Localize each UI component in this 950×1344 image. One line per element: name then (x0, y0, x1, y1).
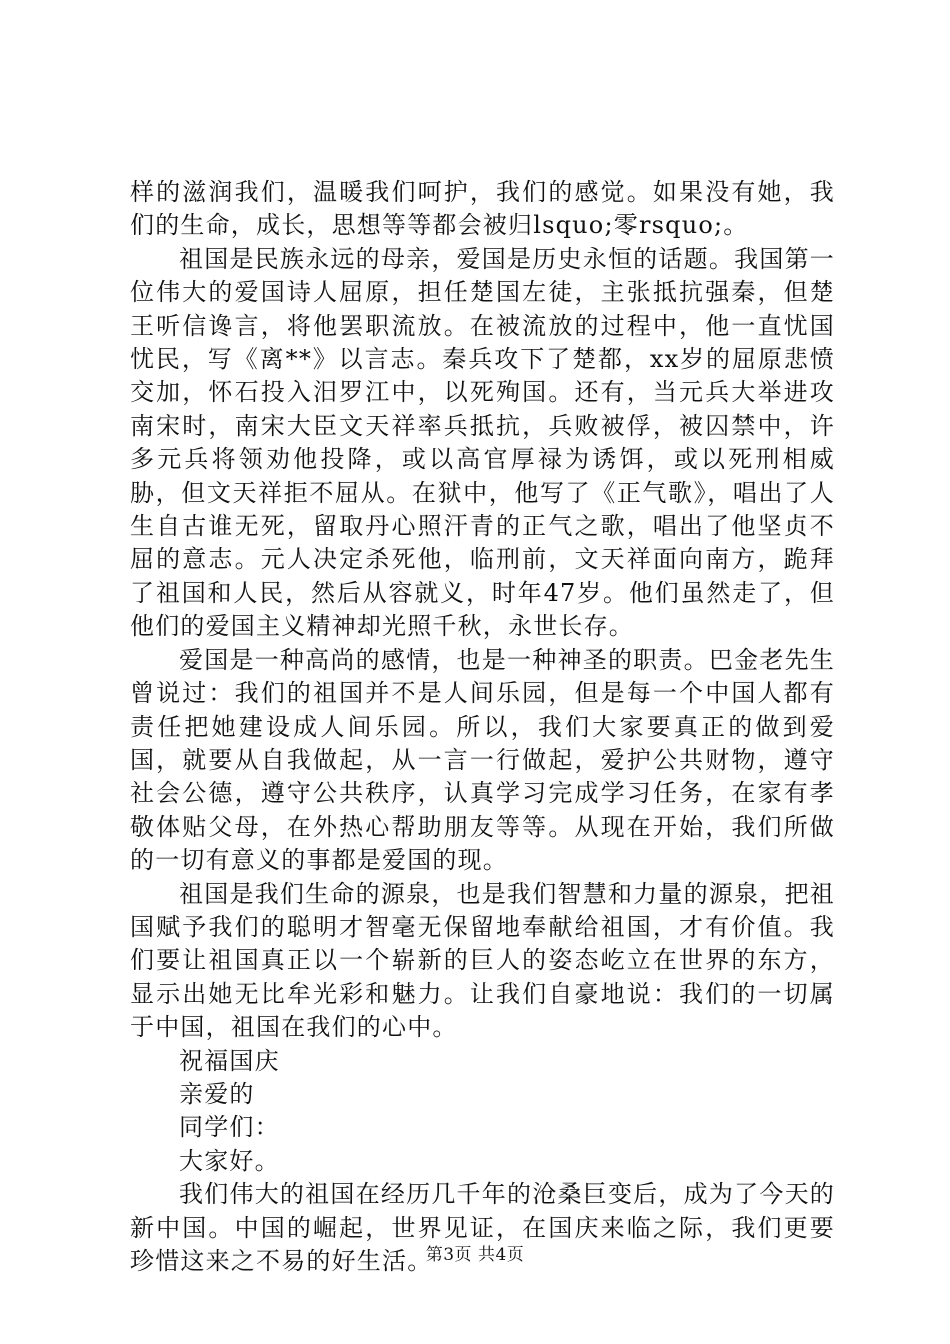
page-number-footer: 第3页 共4页 (425, 1245, 525, 1265)
document-body (130, 176, 835, 1278)
line-blessing-title: 祝福国庆 (179, 1046, 280, 1075)
line-greeting: 大家好。 (179, 1146, 280, 1175)
paragraph-patriotism-duty: 爱国是一种高尚的感情，也是一种神圣的职责。巴金老先生曾说过：我们的祖国并不是人间乐园，但是每一个中国人都有责任把她建设成人间乐园。所以，我们大家要真正的做到爱国，就要从自我做起，从一言一行做起，爱护公共财物，遵守社会公德，遵守公共秩序，认真学习完成学习任务，在家有孝敬体贴父母，在外热心帮助朋友等等。从现在开始，我们所做的一切有意义的事都是爱国的现。 (130, 645, 835, 875)
paragraph-motherland-source: 祖国是我们生命的源泉，也是我们智慧和力量的源泉，把祖国赋予我们的聪明才智毫无保留地奉献给祖国，才有价值。我们要让祖国真正以一个崭新的巨人的姿态屹立在世界的东方，显示出她无比牟光彩和魅力。让我们自豪地说：我们的一切属于中国，祖国在我们的心中。 (130, 879, 835, 1042)
paragraph-new-china: 我们伟大的祖国在经历几千年的沧桑巨变后，成为了今天的新中国。中国的崛起，世界见证，在国庆来临之际，我们更要珍惜这来之不易的好生活。 (130, 1180, 835, 1275)
paragraph-continuation: 样的滋润我们，温暖我们呵护，我们的感觉。如果没有她，我们的生命，成长，思想等等都会被归lsquo;零rsquo;。 (130, 178, 835, 240)
paragraph-qu-yuan-wen-tianxiang: 祖国是民族永远的母亲，爱国是历史永恒的话题。我国第一位伟大的爱国诗人屈原，担任楚国左徒，主张抵抗强秦，但楚王听信谗言，将他罢职流放。在被流放的过程中，他一直忧国忧民，写《离**》以言志。秦兵攻下了楚都，xx岁的屈原悲愤交加，怀石投入汨罗江中，以死殉国。还有，当元兵大举进攻南宋时，南宋大臣文天祥率兵抵抗，兵败被俘，被囚禁中，许多元兵将领劝他投降，或以高官厚禄为诱饵，或以死刑相威胁，但文天祥拒不屈从。在狱中，他写了《正气歌》，唱出了人生自古谁无死，留取丹心照汗青的正气之歌，唱出了他坚贞不屈的意志。元人决定杀死他，临刑前，文天祥面向南方，跪拜了祖国和人民，然后从容就义，时年47岁。他们虽然走了，但他们的爱国主义精神却光照千秋，永世长存。 (130, 244, 835, 641)
line-salutation-classmates: 同学们： (179, 1113, 280, 1142)
line-salutation-dear: 亲爱的 (179, 1079, 255, 1108)
